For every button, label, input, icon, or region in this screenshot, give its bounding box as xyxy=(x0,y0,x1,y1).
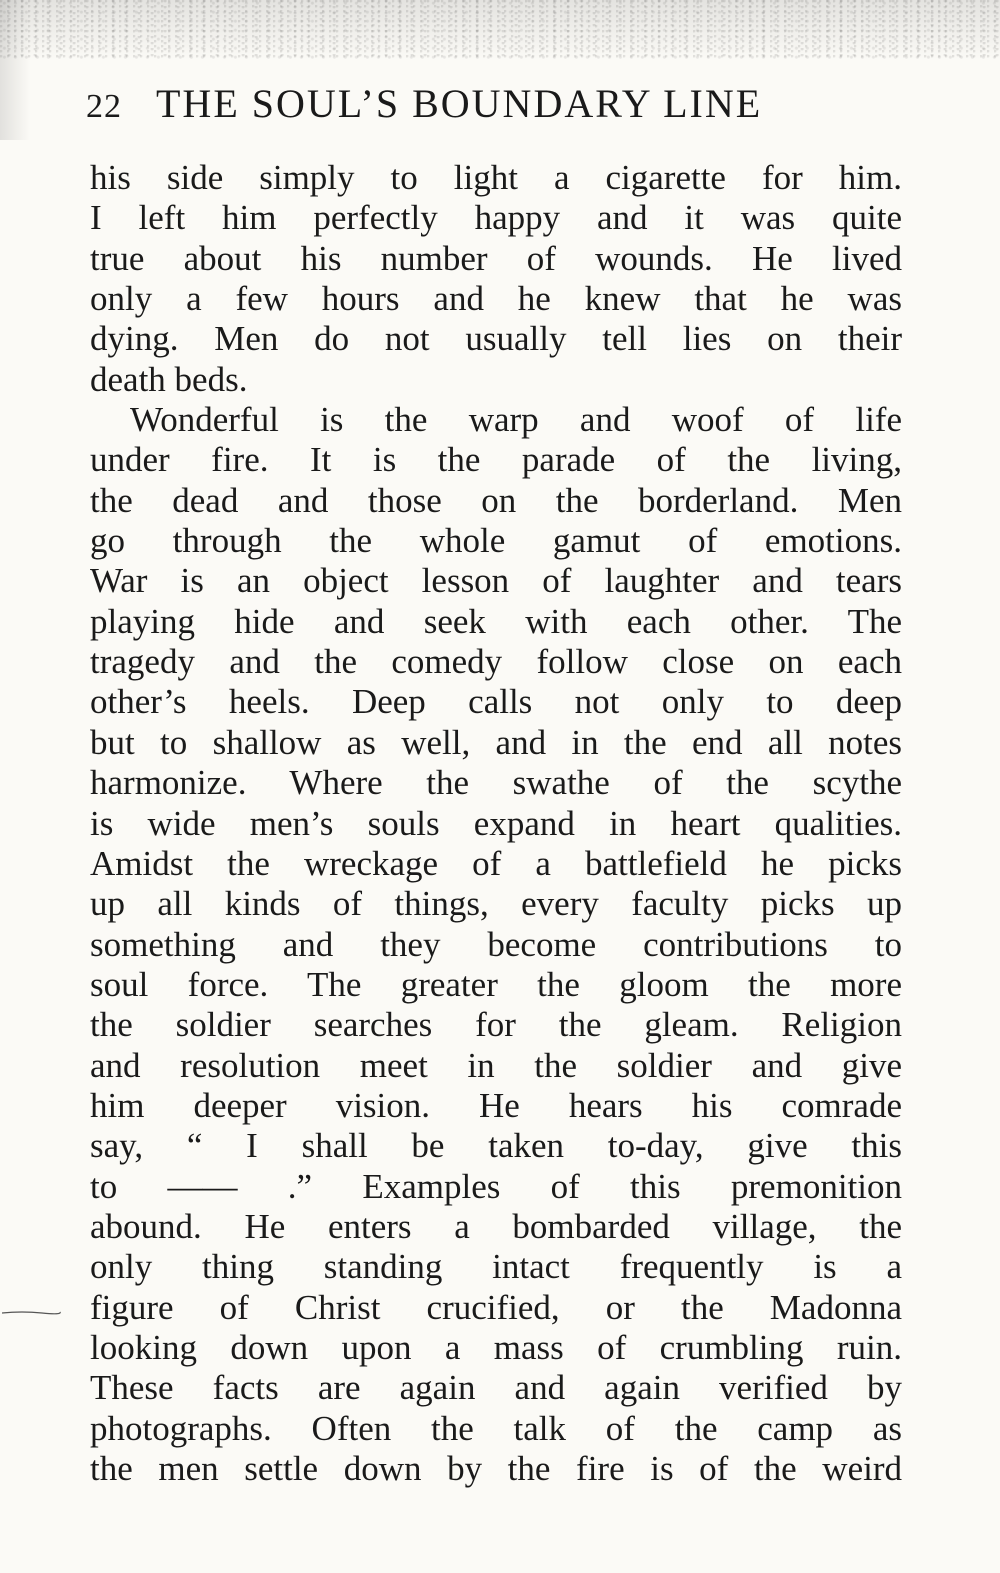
text-line: other’s heels. Deep calls not only to deep xyxy=(90,682,902,722)
running-title: THE SOUL’S BOUNDARY LINE xyxy=(156,81,763,126)
text-line: These facts are again and again verified by xyxy=(90,1368,902,1408)
text-line: abound. He enters a bombarded village, the xyxy=(90,1206,902,1246)
text-line: dying. Men do not usually tell lies on their xyxy=(90,319,902,359)
text-line: is wide men’s souls expand in heart qualities. xyxy=(90,803,902,843)
text-line: death beds. xyxy=(90,359,248,399)
text-line: go through the whole gamut of emotions. xyxy=(90,521,902,561)
scan-edge-shading-left xyxy=(0,0,30,140)
text-line: the dead and those on the borderland. Men xyxy=(90,480,902,520)
text-line: the men settle down by the fire is of the weird xyxy=(90,1449,902,1488)
text-line: Amidst the wreckage of a battlefield he picks xyxy=(90,843,902,883)
text-line: War is an object lesson of laughter and tears xyxy=(90,561,902,601)
text-line: only thing standing intact frequently is a xyxy=(90,1247,902,1287)
page-header xyxy=(86,80,846,130)
text-line: under fire. It is the parade of the living, xyxy=(90,440,902,480)
text-line: up all kinds of things, every faculty picks up xyxy=(90,884,902,924)
text-line: but to shallow as well, and in the end all notes xyxy=(90,722,902,762)
text-line: to —— .” Examples of this premonition xyxy=(90,1166,902,1206)
text-line: tragedy and the comedy follow close on each xyxy=(90,642,902,682)
margin-scratch-mark xyxy=(2,1310,62,1316)
text-line: photographs. Often the talk of the camp as xyxy=(90,1408,902,1448)
paragraph-start-line: Wonderful is the warp and woof of life xyxy=(130,400,902,440)
text-line: something and they become contributions to xyxy=(90,924,902,964)
text-line: the soldier searches for the gleam. Religion xyxy=(90,1005,902,1045)
text-line: only a few hours and he knew that he was xyxy=(90,279,902,319)
text-line: looking down upon a mass of crumbling ruin. xyxy=(90,1327,902,1367)
text-line: and resolution meet in the soldier and give xyxy=(90,1045,902,1085)
text-line: his side simply to light a cigarette for him. xyxy=(90,158,902,197)
text-line: playing hide and seek with each other. The xyxy=(90,601,902,641)
page-number: 22 xyxy=(86,88,122,125)
text-line: harmonize. Where the swathe of the scythe xyxy=(90,763,902,803)
text-line: him deeper vision. He hears his comrade xyxy=(90,1085,902,1125)
text-line: figure of Christ crucified, or the Madonna xyxy=(90,1287,902,1327)
text-line: soul force. The greater the gloom the more xyxy=(90,964,902,1004)
text-line: true about his number of wounds. He lived xyxy=(90,238,902,278)
text-line: I left him perfectly happy and it was quite xyxy=(90,198,902,238)
body-text xyxy=(90,158,902,1489)
text-line: say, “ I shall be taken to-day, give this xyxy=(90,1126,902,1166)
scan-edge-shading xyxy=(0,0,1000,60)
